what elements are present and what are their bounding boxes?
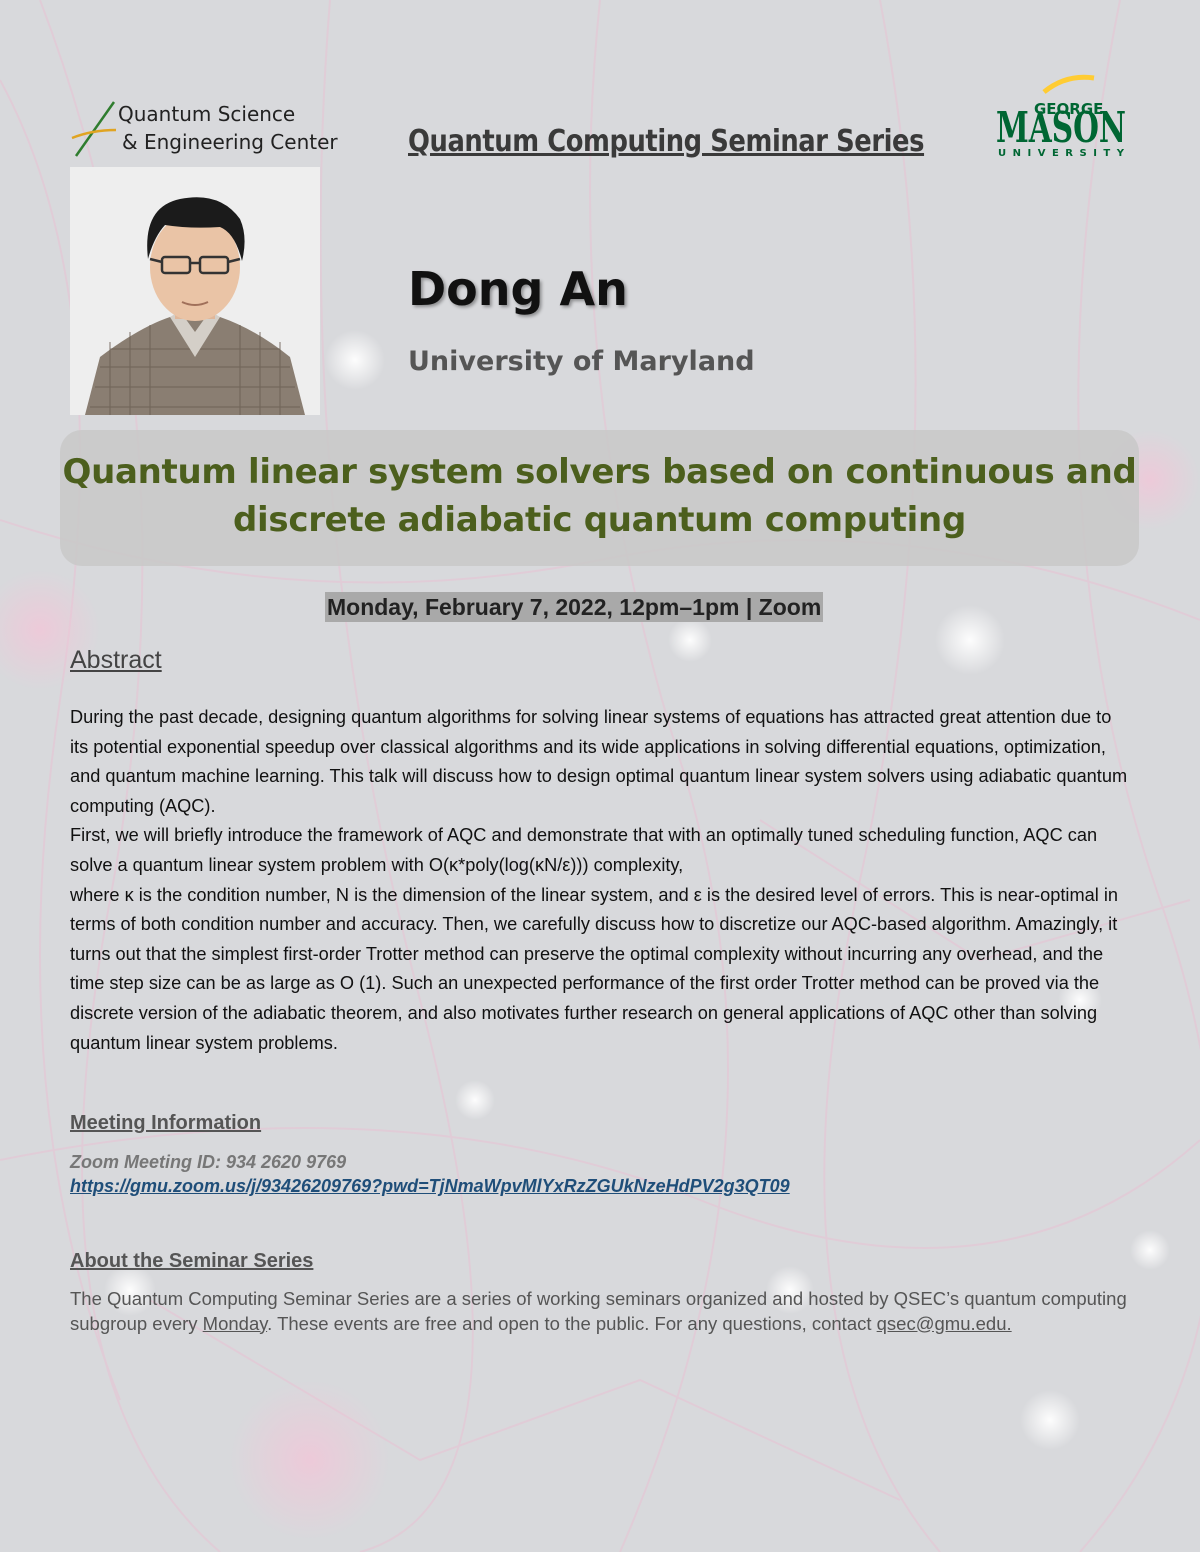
qsec-logo-line1: Quantum Science (118, 102, 296, 126)
abstract-paragraph-1: During the past decade, designing quantum algorithms for solving linear systems of equations has attracted great attention due to its potential exponential speedup over classical algorithms and its wide applications in solving differential equations, optimization, and quantum machine learning. This talk will discuss how to design optimal quantum linear system solvers using adiabatic quantum computing (AQC). (70, 707, 1128, 816)
about-series-text (70, 1287, 1140, 1336)
speaker-photo (70, 167, 320, 415)
gmu-logo-mason: MASON (996, 103, 1126, 152)
meeting-info-heading: Meeting Information (70, 1112, 262, 1134)
zoom-meeting-id: Zoom Meeting ID: 934 2620 9769 (70, 1152, 347, 1172)
event-date-line: Monday, February 7, 2022, 12pm–1pm | Zoom (327, 594, 822, 620)
about-series-heading: About the Seminar Series (70, 1250, 314, 1272)
zoom-meeting-link[interactable]: https://gmu.zoom.us/j/93426209769?pwd=TjNmaWpvMlYxRzZGUkNzeHdPV2g3QT09 (70, 1176, 790, 1196)
qsec-logo (70, 100, 360, 160)
abstract-body (70, 703, 1130, 1058)
gmu-logo-george: GEORGE (1034, 100, 1104, 118)
speaker-affiliation: University of Maryland (408, 346, 755, 377)
abstract-paragraph-2: First, we will briefly introduce the framework of AQC and demonstrate that with an optimally tuned scheduling function, AQC can solve a quantum linear system problem with O(κ*poly(log(κN/ε))) complexity, (70, 825, 1098, 875)
qsec-logo-line2: & Engineering Center (122, 130, 338, 154)
gmu-logo-swoosh-icon (1044, 77, 1094, 92)
about-text-part2: . These events are free and open to the public. For any questions, contact (267, 1312, 877, 1334)
qsec-logo-mark-icon (70, 100, 120, 160)
contact-email-link[interactable]: qsec@gmu.edu. (876, 1312, 1012, 1334)
talk-title-box (60, 430, 1139, 566)
talk-title: Quantum linear system solvers based on continuous and discrete adiabatic quantum computing (62, 452, 1137, 540)
about-monday: Monday (202, 1312, 268, 1334)
abstract-paragraph-3: where κ is the condition number, N is the dimension of the linear system, and ε is the desired level of errors. This is near-optimal in terms of both condition number and accuracy. Then, we carefully discuss how to discretize our AQC-based algorithm. Amazingly, it turns out that the simplest first-order Trotter method can preserve the optimal complexity without incurring any overhead, and the time step size can be as large as O (1). Such an unexpected performance of the first order Trotter method can be proved via the discrete version of the adiabatic theorem, and also motivates further research on general applications of AQC other than solving quantum linear system problems. (70, 884, 1118, 1053)
gmu-logo (996, 72, 1131, 162)
speaker-name: Dong An (408, 262, 628, 316)
gmu-logo-university: UNIVERSITY (998, 148, 1124, 159)
about-text-part1: The Quantum Computing Seminar Series are a series of working seminars organized and hosted by QSEC’s quantum computing subgroup every (70, 1288, 1127, 1334)
abstract-heading: Abstract (70, 646, 162, 674)
series-title: Quantum Computing Seminar Series (408, 124, 925, 159)
